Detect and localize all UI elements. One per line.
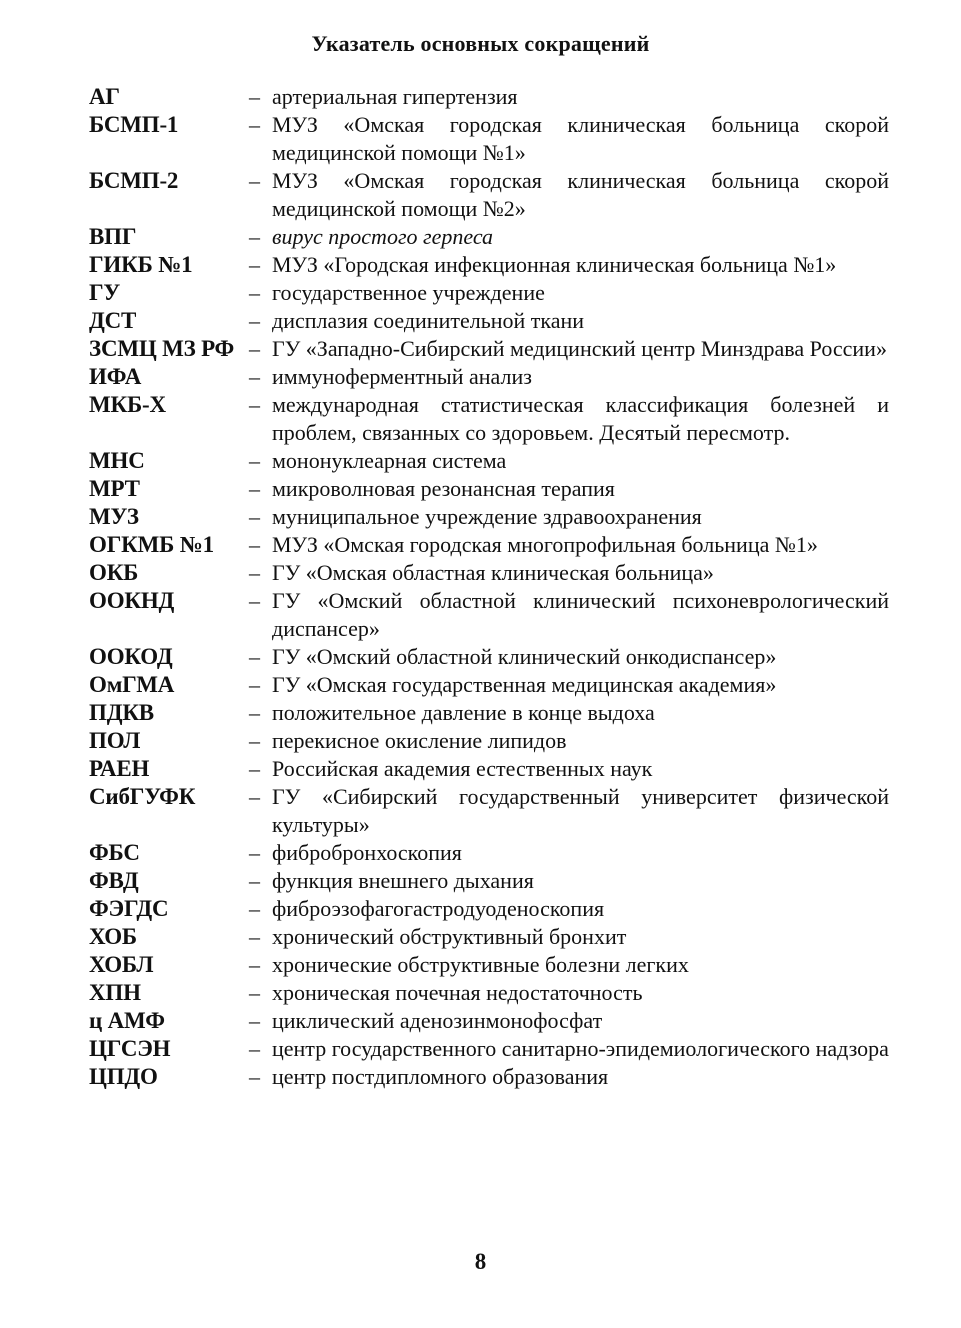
abbreviation-entry [89,503,889,531]
abbreviation-term: ФВД [89,868,139,893]
abbreviation-term: ЦГСЭН [89,1036,171,1061]
abbreviation-term: МНС [89,448,145,473]
abbreviation-definition: перекисное окисление липидов [272,728,567,753]
dash-separator: – [249,336,260,361]
dash-separator: – [249,588,260,613]
abbreviation-definition-block [89,867,889,895]
abbreviation-definition-block [89,755,889,783]
abbreviation-term: ФБС [89,840,140,865]
dash-separator: – [249,672,260,697]
abbreviation-entry [89,643,889,671]
page-number: 8 [474,1249,487,1274]
abbreviation-entry [89,755,889,783]
abbreviation-entry [89,1063,889,1091]
dash-separator: – [249,644,260,669]
abbreviation-term: ВПГ [89,224,137,249]
abbreviation-entry [89,699,889,727]
abbreviation-entry [89,111,889,167]
abbreviation-definition-block [89,363,889,391]
abbreviation-entry [89,951,889,979]
dash-separator: – [249,728,260,753]
abbreviation-definition-block [89,559,889,587]
abbreviation-entry [89,1007,889,1035]
abbreviation-term: ц АМФ [89,1008,165,1033]
abbreviation-definition: фибробронхоскопия [272,840,462,865]
abbreviation-term: АГ [89,84,120,109]
abbreviation-entry [89,167,889,223]
abbreviation-entry [89,559,889,587]
abbreviation-definition-block [89,447,889,475]
dash-separator: – [249,224,260,249]
abbreviation-term: ПДКВ [89,700,154,725]
abbreviation-entry [89,839,889,867]
dash-separator: – [249,168,260,193]
abbreviation-definition-block [89,727,889,755]
abbreviation-definition-block [89,251,889,279]
abbreviation-entry [89,83,889,111]
dash-separator: – [249,1036,260,1061]
abbreviation-term: ХПН [89,980,141,1005]
dash-separator: – [249,980,260,1005]
dash-separator: – [249,924,260,949]
abbreviation-term: БСМП-1 [89,112,179,137]
abbreviation-definition-block [89,699,889,727]
abbreviation-definition-block [89,83,889,111]
abbreviation-definition: ГУ «Омская государственная медицинская академия» [272,672,777,697]
abbreviation-definition-block [89,979,889,1007]
abbreviation-term: МРТ [89,476,140,501]
abbreviation-definition-block [89,531,889,559]
dash-separator: – [249,504,260,529]
abbreviation-definition: МУЗ «Омская городская клиническая больница скорой медицинской помощи №2» [272,168,889,221]
abbreviation-term: ХОБ [89,924,137,949]
abbreviation-entry [89,923,889,951]
abbreviation-term: ООКНД [89,588,175,613]
abbreviation-entry [89,587,889,643]
dash-separator: – [249,560,260,585]
abbreviation-entry [89,223,889,251]
abbreviation-term: ОКБ [89,560,139,585]
dash-separator: – [249,84,260,109]
dash-separator: – [249,532,260,557]
abbreviation-entry [89,251,889,279]
abbreviation-definition-block [89,223,889,251]
abbreviation-definition: МУЗ «Городская инфекционная клиническая больница №1» [272,252,837,277]
abbreviation-term: МКБ-Х [89,392,166,417]
abbreviation-definition: хронический обструктивный бронхит [272,924,627,949]
abbreviation-definition: фиброэзофагогастродуоденоскопия [272,896,605,921]
abbreviation-definition: дисплазия соединительной ткани [272,308,585,333]
abbreviation-definition-block [89,923,889,951]
abbreviation-entry [89,363,889,391]
abbreviation-definition: вирус простого герпеса [272,224,494,249]
dash-separator: – [249,756,260,781]
abbreviation-entry [89,531,889,559]
abbreviation-entry [89,279,889,307]
dash-separator: – [249,392,260,417]
abbreviation-entry [89,475,889,503]
abbreviation-definition: МУЗ «Омская городская многопрофильная больница №1» [272,532,818,557]
abbreviation-term: БСМП-2 [89,168,179,193]
dash-separator: – [249,868,260,893]
abbreviation-entry [89,727,889,755]
abbreviation-term: ПОЛ [89,728,141,753]
dash-separator: – [249,952,260,977]
abbreviation-definition-block [89,279,889,307]
abbreviation-definition-block [89,1035,889,1063]
abbreviation-term: ИФА [89,364,142,389]
abbreviation-definition: иммуноферментный анализ [272,364,532,389]
dash-separator: – [249,448,260,473]
abbreviation-term: ЦПДО [89,1064,158,1089]
dash-separator: – [249,112,260,137]
dash-separator: – [249,840,260,865]
abbreviation-entry [89,335,889,363]
abbreviation-term: ДСТ [89,308,137,333]
abbreviation-term: РАЕН [89,756,150,781]
abbreviation-definition-block [89,1063,889,1091]
abbreviation-definition: центр государственного санитарно-эпидемиологического надзора [272,1036,889,1061]
abbreviation-definition-block [89,167,889,223]
abbreviation-definition: МУЗ «Омская городская клиническая больница скорой медицинской помощи №1» [272,112,889,165]
abbreviation-entry [89,979,889,1007]
dash-separator: – [249,308,260,333]
dash-separator: – [249,280,260,305]
abbreviation-term: ГУ [89,280,121,305]
abbreviation-definition-block [89,111,889,167]
abbreviation-definition: хронические обструктивные болезни легких [272,952,689,977]
abbreviation-entry [89,1035,889,1063]
abbreviation-term: ЗСМЦ МЗ РФ [89,336,235,361]
abbreviation-definition: ГУ «Западно-Сибирский медицинский центр Минздрава России» [272,336,887,361]
dash-separator: – [249,700,260,725]
abbreviation-definition-block [89,839,889,867]
abbreviation-term: ГИКБ №1 [89,252,193,277]
abbreviation-entry [89,391,889,447]
abbreviation-definition-block [89,1007,889,1035]
abbreviation-entry [89,895,889,923]
dash-separator: – [249,1008,260,1033]
abbreviation-definition-block [89,951,889,979]
abbreviation-term: СибГУФК [89,784,196,809]
abbreviation-definition-block [89,587,889,643]
abbreviation-definition: хроническая почечная недостаточность [272,980,643,1005]
abbreviation-entry [89,447,889,475]
abbreviation-term: ФЭГДС [89,896,169,921]
abbreviation-definition: мононуклеарная система [272,448,507,473]
abbreviation-entry [89,307,889,335]
abbreviation-term: ООКОД [89,644,173,669]
abbreviation-definition: ГУ «Омский областной клинический психоневрологический диспансер» [272,588,889,641]
abbreviation-term: МУЗ [89,504,139,529]
abbreviation-definition: центр постдипломного образования [272,1064,609,1089]
dash-separator: – [249,364,260,389]
abbreviation-term: ХОБЛ [89,952,154,977]
abbreviation-definition-block [89,671,889,699]
abbreviation-definition: циклический аденозинмонофосфат [272,1008,603,1033]
abbreviation-entry [89,671,889,699]
dash-separator: – [249,252,260,277]
dash-separator: – [249,1064,260,1089]
dash-separator: – [249,784,260,809]
abbreviation-definition-block [89,475,889,503]
abbreviation-definition-block [89,895,889,923]
abbreviation-definition: артериальная гипертензия [272,84,518,109]
abbreviation-definition: Российская академия естественных наук [272,756,653,781]
abbreviation-definition-block [89,391,889,447]
abbreviation-definition: муниципальное учреждение здравоохранения [272,504,702,529]
abbreviation-definition: ГУ «Омская областная клиническая больница» [272,560,714,585]
dash-separator: – [249,896,260,921]
abbreviation-definition: микроволновая резонансная терапия [272,476,615,501]
abbreviation-definition: функция внешнего дыхания [272,868,534,893]
abbreviation-definition: ГУ «Сибирский государственный университет физической культуры» [272,784,889,837]
abbreviation-definition: государственное учреждение [272,280,545,305]
page-title: Указатель основных сокращений [311,31,650,56]
abbreviation-entry [89,783,889,839]
abbreviation-entry [89,867,889,895]
abbreviation-definition-block [89,643,889,671]
abbreviation-definition: международная статистическая классификация болезней и проблем, связанных со здоровьем. Десятый пересмотр. [272,392,889,445]
abbreviation-definition-block [89,307,889,335]
abbreviation-term: ОГКМБ №1 [89,532,214,557]
abbreviation-definition-block [89,783,889,839]
abbreviation-term: ОмГМА [89,672,175,697]
abbreviation-list [89,83,889,1091]
dash-separator: – [249,476,260,501]
abbreviation-definition-block [89,335,889,363]
abbreviation-definition: ГУ «Омский областной клинический онкодиспансер» [272,644,777,669]
abbreviation-definition-block [89,503,889,531]
abbreviation-definition: положительное давление в конце выдоха [272,700,655,725]
